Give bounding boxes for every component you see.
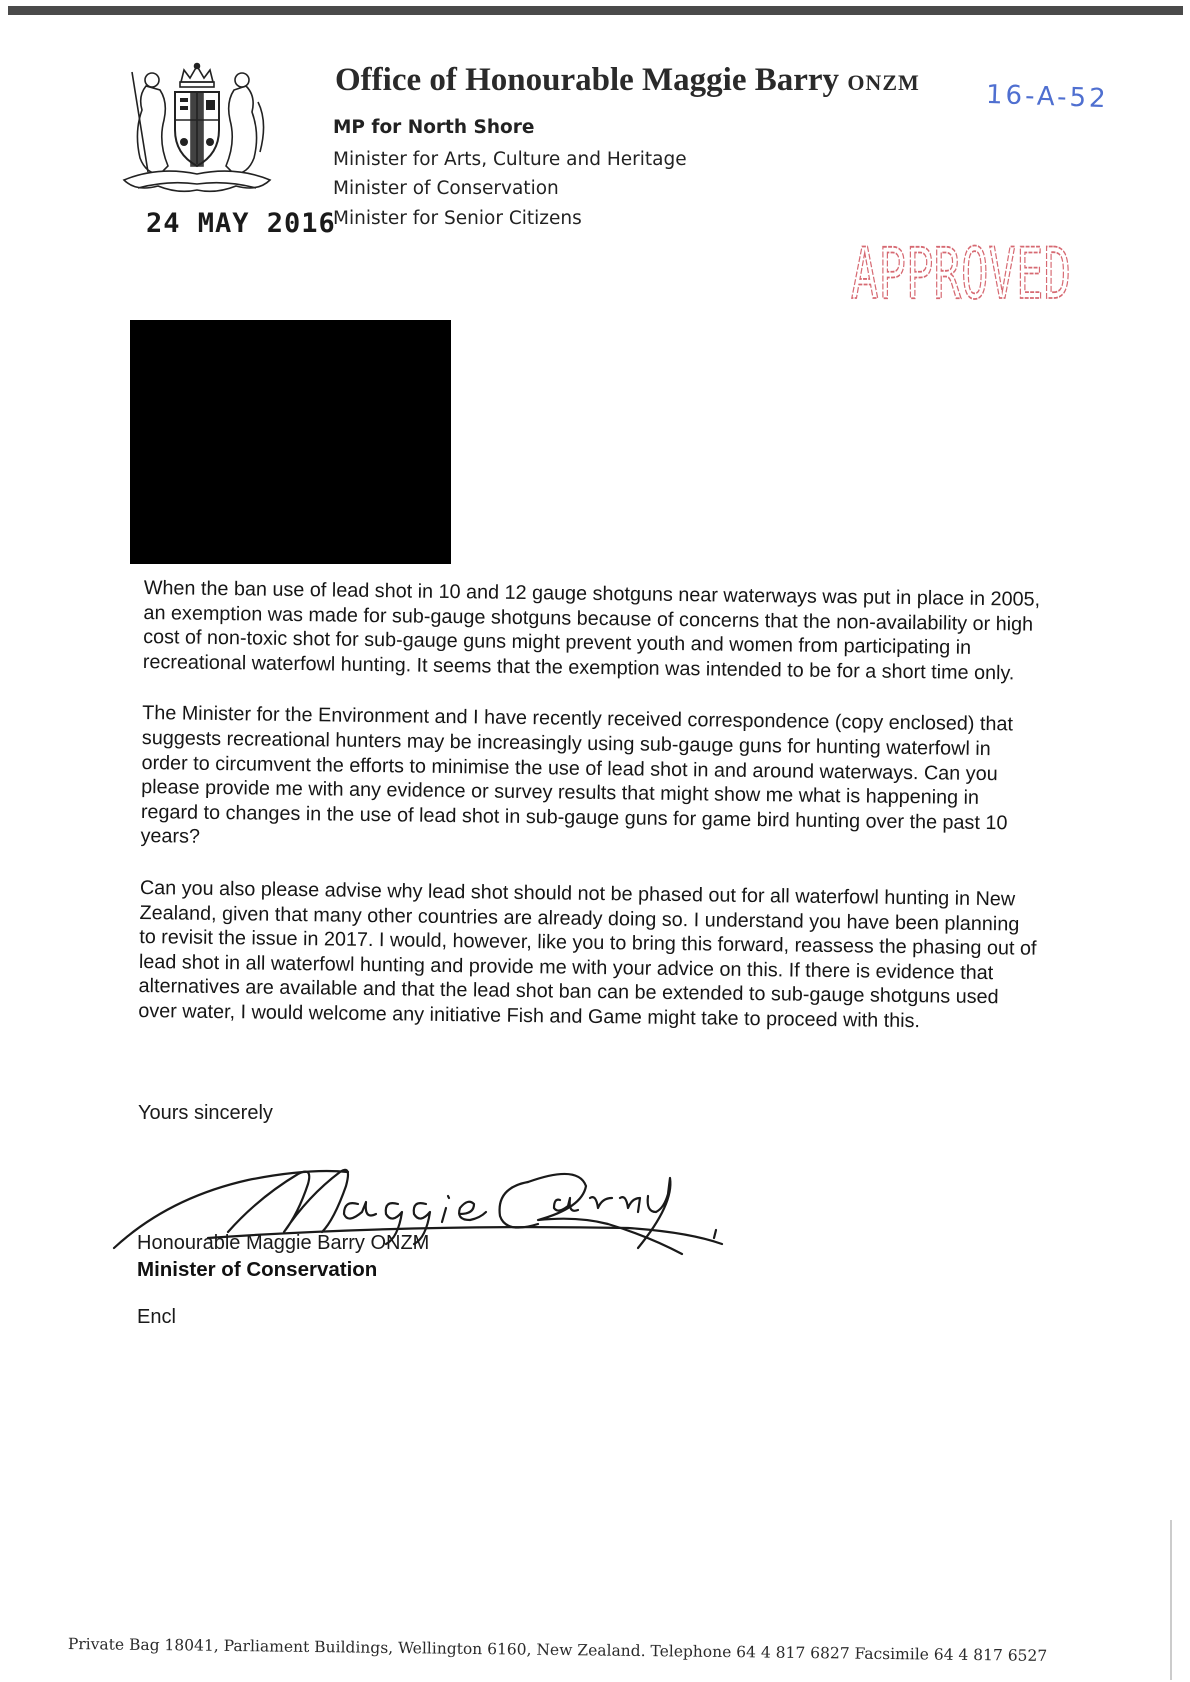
paragraph-3: Can you also please advise why lead shot should not be phased out for all waterfowl hunting in New Zealand, given that many other countries are already doing so. I understand you have been planning to revisit the issue in 2017. I would, however, like you to bring this forward, reassess the phasing out of lead shot in all waterfowl hunting and provide me with your advice on this. If there is evidence that alternatives are available and that the lead shot ban can be extended to sub-gauge shotguns used over water, I would welcome any initiative Fish and Game might take to proceed with this. [138,876,1037,1033]
redacted-recipient-block [130,320,451,564]
office-title [335,62,920,99]
paragraph-1: When the ban use of lead shot in 10 and 12 gauge shotguns near waterways was put in place in 2005, an exemption was made for sub-gauge shotguns because of concerns that the non-availability or high cost of non-toxic shot for sub-gauge guns might prevent youth and women from participating in recreational waterfowl hunting. It seems that the exemption was intended to be for a short time only. [142,576,1041,685]
scan-top-border [8,6,1183,15]
enclosure-note: Encl [137,1306,176,1328]
nz-coat-of-arms-icon [118,62,276,202]
scan-edge-line [1170,1520,1172,1680]
letter-body [138,576,1044,1062]
role-mp: MP for North Shore [333,117,535,138]
handwritten-reference-note: 16-A-52 [985,79,1110,115]
svg-text:APPROVED: APPROVED [851,233,1071,315]
footer-address: Private Bag 18041, Parliament Buildings, Wellington 6160, New Zealand. Telephone 64 4 817 6827 Facsimile 64 4 817 6527 [67,1635,1048,1665]
signatory-title: Minister of Conservation [137,1258,378,1281]
office-name: Office of Honourable Maggie Barry [335,62,840,98]
approved-stamp [847,232,1075,315]
role-conservation: Minister of Conservation [333,178,559,199]
role-senior-citizens: Minister for Senior Citizens [333,208,582,229]
role-arts: Minister for Arts, Culture and Heritage [333,149,687,170]
date-stamp: 24 MAY 2016 [146,208,336,239]
post-nominal: ONZM [847,70,920,95]
paragraph-2: The Minister for the Environment and I have recently received correspondence (copy enclosed) that suggests recreational hunters may be increasingly using sub-gauge guns for hunting waterfowl in order to circumvent the efforts to minimise the use of lead shot in and around waterways. Can you please provide me with any evidence or survey results that might show me what is happening in regard to changes in the use of lead shot in sub-gauge guns for game bird hunting over the past 10 years? [140,702,1014,849]
valediction: Yours sincerely [138,1102,273,1124]
signatory-name: Honourable Maggie Barry ONZM [137,1232,430,1254]
